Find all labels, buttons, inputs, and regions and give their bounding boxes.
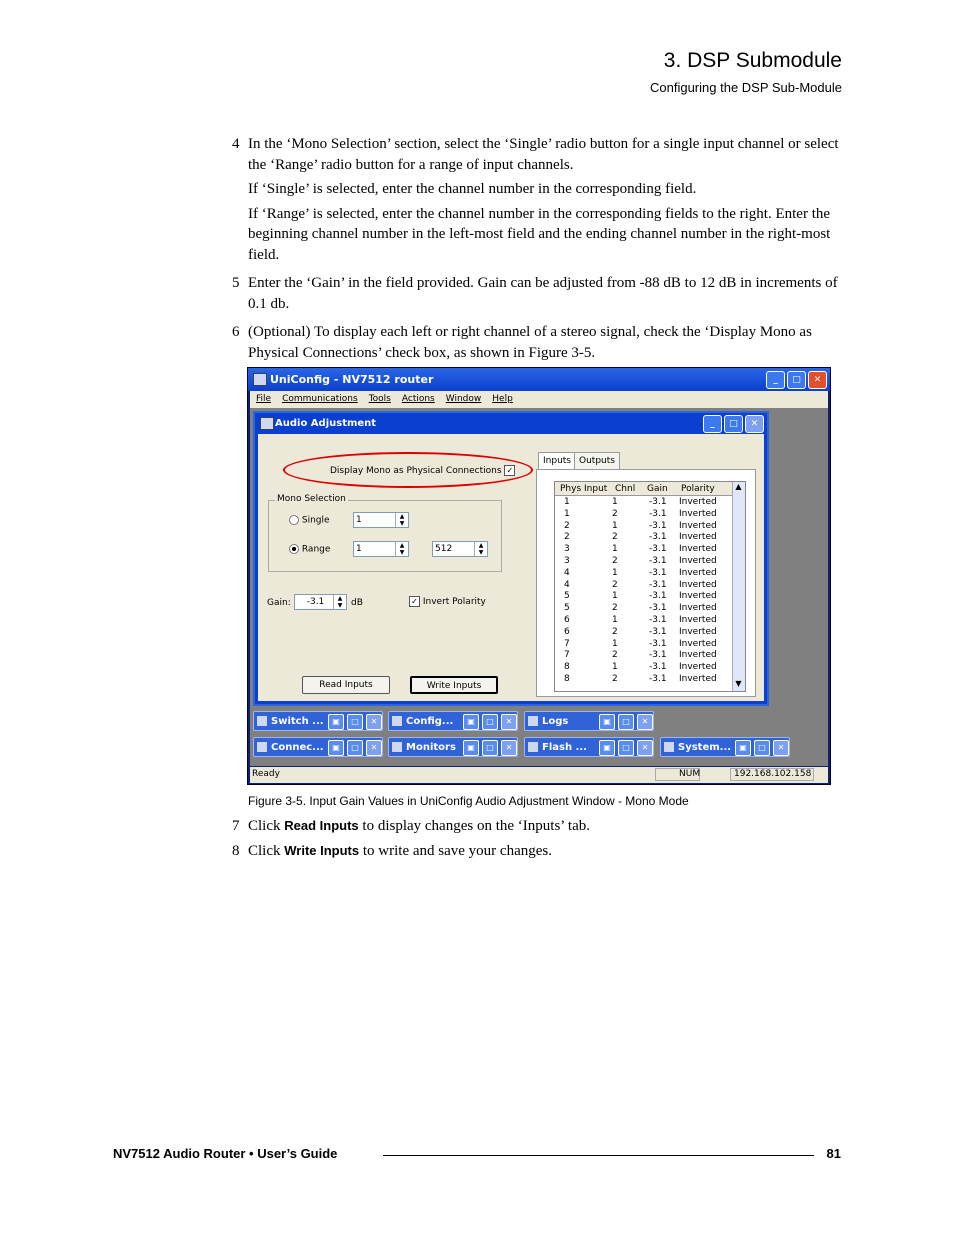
- range-from-field[interactable]: [353, 541, 409, 557]
- restore-icon[interactable]: ▣: [463, 740, 479, 756]
- single-label: Single: [301, 515, 330, 526]
- spin-icon[interactable]: ▲ ▼: [395, 542, 408, 556]
- table-cell: Inverted: [679, 662, 717, 673]
- window-icon: [392, 742, 402, 752]
- table-cell: -3.1: [649, 603, 667, 614]
- table-cell: 5: [564, 591, 570, 602]
- menu-communications[interactable]: Communications: [282, 394, 358, 404]
- restore-icon[interactable]: ▣: [599, 740, 615, 756]
- table-cell: -3.1: [649, 556, 667, 566]
- col-gain[interactable]: Gain: [647, 484, 668, 494]
- table-cell: Inverted: [679, 591, 717, 602]
- table-cell: Inverted: [679, 650, 717, 661]
- child-minimize-button[interactable]: _: [703, 415, 722, 433]
- table-cell: -3.1: [649, 650, 667, 661]
- maximize-icon[interactable]: □: [618, 714, 634, 730]
- tab-control: [536, 452, 756, 697]
- table-cell: Inverted: [679, 579, 717, 590]
- status-ip: 192.168.102.158: [734, 769, 812, 779]
- header-subtitle: Configuring the DSP Sub-Module: [650, 80, 842, 95]
- maximize-button[interactable]: □: [787, 371, 806, 389]
- task-monitors[interactable]: [388, 737, 518, 757]
- close-icon[interactable]: ✕: [501, 740, 517, 756]
- audio-adjustment-window: [253, 411, 769, 706]
- table-cell: Inverted: [679, 603, 717, 614]
- table-cell: 2: [612, 603, 618, 614]
- task-label: Monitors: [406, 742, 456, 753]
- uniconfig-screenshot: [247, 367, 831, 785]
- window-icon: [257, 742, 267, 752]
- restore-icon[interactable]: ▣: [328, 740, 344, 756]
- table-cell: 1: [564, 508, 570, 519]
- table-cell: 4: [564, 567, 570, 578]
- menu-actions[interactable]: Actions: [401, 394, 435, 404]
- table-cell: 2: [564, 520, 570, 531]
- maximize-icon[interactable]: □: [347, 714, 363, 730]
- menu-window[interactable]: Window: [445, 394, 482, 404]
- gain-field[interactable]: [294, 594, 347, 610]
- close-icon[interactable]: ✕: [773, 740, 789, 756]
- table-cell: Inverted: [679, 520, 717, 531]
- col-chnl[interactable]: Chnl: [615, 484, 636, 494]
- child-title: Audio Adjustment: [275, 418, 377, 429]
- window-icon: [528, 742, 538, 752]
- table-row[interactable]: [555, 544, 733, 556]
- step-number: 7: [232, 818, 240, 834]
- window-icon: [392, 716, 402, 726]
- table-cell: 7: [564, 650, 570, 661]
- display-mono-checkbox[interactable]: ✓: [504, 465, 515, 476]
- tab-outputs[interactable]: Outputs: [574, 452, 620, 469]
- spin-icon[interactable]: ▲ ▼: [333, 595, 346, 609]
- menu-help[interactable]: Help: [492, 394, 513, 404]
- steps-list-2: [232, 816, 844, 865]
- table-cell: 2: [612, 508, 618, 519]
- invert-polarity-checkbox[interactable]: ✓: [409, 596, 420, 607]
- table-row[interactable]: [555, 580, 733, 592]
- scroll-up-icon[interactable]: ▲: [735, 482, 742, 491]
- table-cell: Inverted: [679, 497, 717, 507]
- step-text: to display changes on the ‘Inputs’ tab.: [358, 818, 590, 834]
- status-num: NUM: [679, 769, 701, 779]
- inputs-grid: [554, 481, 746, 692]
- table-cell: Inverted: [679, 626, 717, 637]
- table-cell: -3.1: [649, 626, 667, 637]
- table-cell: 1: [564, 497, 570, 507]
- task-config[interactable]: [388, 711, 518, 731]
- menu-tools[interactable]: Tools: [368, 394, 391, 404]
- table-cell: -3.1: [649, 544, 667, 555]
- table-row[interactable]: [555, 591, 733, 603]
- step-text: Enter the ‘Gain’ in the field provided. Gain can be adjusted from -88 dB to 12 dB in increments of 0.1 db.: [248, 275, 838, 312]
- table-cell: 1: [612, 638, 618, 649]
- step-7: [232, 816, 844, 837]
- maximize-icon[interactable]: □: [482, 740, 498, 756]
- table-cell: 1: [612, 662, 618, 673]
- table-cell: 1: [612, 497, 618, 507]
- close-icon[interactable]: ✕: [637, 740, 653, 756]
- ui-term: Read Inputs: [284, 818, 359, 833]
- table-cell: Inverted: [679, 508, 717, 519]
- page-number: 81: [826, 1146, 841, 1161]
- grid-scrollbar[interactable]: [732, 482, 745, 691]
- table-cell: Inverted: [679, 567, 717, 578]
- table-cell: Inverted: [679, 556, 717, 566]
- close-icon[interactable]: ✕: [366, 740, 382, 756]
- table-cell: -3.1: [649, 520, 667, 531]
- table-row[interactable]: [555, 568, 733, 580]
- task-logs[interactable]: [524, 711, 654, 731]
- table-cell: 8: [564, 662, 570, 673]
- range-to-field[interactable]: [432, 541, 488, 557]
- table-cell: 2: [612, 532, 618, 543]
- table-cell: -3.1: [649, 579, 667, 590]
- tab-inputs[interactable]: Inputs: [538, 452, 576, 469]
- display-mono-row: [330, 465, 515, 476]
- window-titlebar: [248, 368, 830, 391]
- maximize-icon[interactable]: □: [754, 740, 770, 756]
- table-cell: -3.1: [649, 497, 667, 507]
- child-close-button[interactable]: ✕: [745, 415, 764, 433]
- table-row[interactable]: [555, 662, 733, 674]
- window-icon: [260, 417, 274, 430]
- table-row[interactable]: [555, 627, 733, 639]
- scroll-down-icon[interactable]: ▼: [735, 679, 742, 688]
- table-cell: 4: [564, 579, 570, 590]
- mdi-area: [250, 408, 828, 766]
- spin-icon[interactable]: ▲ ▼: [474, 542, 487, 556]
- table-cell: 2: [612, 556, 618, 566]
- single-field[interactable]: [353, 512, 409, 528]
- col-polarity[interactable]: Polarity: [681, 484, 715, 494]
- table-cell: 6: [564, 626, 570, 637]
- mono-selection-label: Mono Selection: [277, 494, 346, 504]
- window-icon: [664, 742, 674, 752]
- task-label: System...: [678, 742, 732, 753]
- table-cell: Inverted: [679, 674, 717, 684]
- table-cell: 2: [564, 532, 570, 543]
- table-row[interactable]: [555, 497, 733, 509]
- minimize-button[interactable]: _: [766, 371, 785, 389]
- table-cell: 8: [564, 674, 570, 684]
- table-cell: 1: [612, 567, 618, 578]
- task-label: Flash ...: [542, 742, 587, 753]
- table-cell: 1: [612, 591, 618, 602]
- range-from-value: 1: [356, 544, 362, 554]
- single-radio[interactable]: [289, 515, 299, 525]
- close-icon[interactable]: ✕: [366, 714, 382, 730]
- close-icon[interactable]: ✕: [637, 714, 653, 730]
- gain-value: -3.1: [306, 597, 325, 607]
- step-8: [232, 841, 844, 862]
- task-flash[interactable]: [524, 737, 654, 757]
- maximize-icon[interactable]: □: [482, 714, 498, 730]
- restore-icon[interactable]: ▣: [463, 714, 479, 730]
- invert-polarity-label: Invert Polarity: [422, 597, 486, 607]
- step-6: [232, 322, 844, 367]
- table-cell: 3: [564, 556, 570, 566]
- table-cell: 2: [612, 579, 618, 590]
- col-phys-input[interactable]: Phys Input: [560, 484, 608, 494]
- table-cell: 2: [612, 674, 618, 684]
- figure-caption: Figure 3-5. Input Gain Values in UniConfig Audio Adjustment Window - Mono Mode: [248, 794, 689, 808]
- task-system[interactable]: [660, 737, 790, 757]
- table-cell: -3.1: [649, 638, 667, 649]
- table-row[interactable]: [555, 532, 733, 544]
- step-number: 6: [232, 324, 240, 340]
- task-switch[interactable]: [253, 711, 383, 731]
- table-cell: 1: [612, 544, 618, 555]
- spin-icon[interactable]: ▲ ▼: [395, 513, 408, 527]
- db-label: dB: [351, 598, 363, 608]
- steps-list: [232, 134, 844, 371]
- table-cell: Inverted: [679, 544, 717, 555]
- window-icon: [257, 716, 267, 726]
- step-4: [232, 134, 844, 269]
- task-label: Config...: [406, 716, 454, 727]
- invert-polarity-row: [409, 596, 486, 607]
- table-cell: Inverted: [679, 615, 717, 625]
- display-mono-label: Display Mono as Physical Connections: [330, 466, 502, 476]
- range-radio[interactable]: [289, 544, 299, 554]
- step-text: If ‘Range’ is selected, enter the channel number in the corresponding fields to the right. Enter the beginning channel number in the left-most field and the ending channel number in the right-most field.: [248, 205, 831, 263]
- table-cell: 6: [564, 615, 570, 625]
- step-text: to write and save your changes.: [359, 842, 552, 859]
- child-client: [258, 434, 764, 701]
- step-text: Click: [248, 818, 285, 834]
- table-row[interactable]: [555, 521, 733, 533]
- table-cell: -3.1: [649, 508, 667, 519]
- table-cell: -3.1: [649, 615, 667, 625]
- table-cell: -3.1: [649, 662, 667, 673]
- step-text: If ‘Single’ is selected, enter the channel number in the corresponding field.: [248, 181, 697, 197]
- step-number: 4: [232, 136, 240, 152]
- mono-selection-group: [268, 494, 502, 572]
- table-cell: 2: [612, 650, 618, 661]
- step-text: Click: [248, 842, 285, 859]
- close-button[interactable]: ✕: [808, 371, 827, 389]
- table-cell: Inverted: [679, 638, 717, 649]
- table-cell: Inverted: [679, 532, 717, 543]
- task-label: Logs: [542, 716, 569, 727]
- inputs-tab-panel: [536, 469, 756, 697]
- menu-file[interactable]: File: [256, 394, 272, 404]
- grid-header: [555, 482, 733, 496]
- menu-bar: [250, 391, 828, 408]
- single-radio-row: [289, 515, 330, 526]
- table-cell: -3.1: [649, 674, 667, 684]
- table-cell: 7: [564, 638, 570, 649]
- table-cell: 1: [612, 520, 618, 531]
- status-bar: [250, 767, 828, 783]
- restore-icon[interactable]: ▣: [328, 714, 344, 730]
- footer-title: NV7512 Audio Router • User’s Guide: [113, 1146, 338, 1161]
- footer-rule: [383, 1155, 814, 1156]
- step-number: 5: [232, 275, 240, 291]
- table-row[interactable]: [555, 509, 733, 521]
- step-text: In the ‘Mono Selection’ section, select the ‘Single’ radio button for a single input channel or select the ‘Range’ radio button for a range of input channels.: [248, 136, 839, 173]
- write-inputs-button[interactable]: Write Inputs: [410, 676, 498, 694]
- restore-icon[interactable]: ▣: [735, 740, 751, 756]
- close-icon[interactable]: ✕: [501, 714, 517, 730]
- window-icon: [528, 716, 538, 726]
- child-maximize-button[interactable]: □: [724, 415, 743, 433]
- table-cell: 2: [612, 626, 618, 637]
- task-connec[interactable]: [253, 737, 383, 757]
- table-cell: 3: [564, 544, 570, 555]
- header-title: 3. DSP Submodule: [663, 49, 842, 72]
- gain-label: Gain:: [267, 598, 291, 608]
- table-row[interactable]: [555, 650, 733, 662]
- restore-icon[interactable]: ▣: [599, 714, 615, 730]
- table-row[interactable]: [555, 615, 733, 627]
- read-inputs-button[interactable]: Read Inputs: [302, 676, 390, 694]
- table-row[interactable]: [555, 639, 733, 651]
- step-text: (Optional) To display each left or right channel of a stereo signal, check the ‘Display Mono as Physical Connections’ check box, as shown in Figure 3-5.: [248, 324, 812, 361]
- table-cell: -3.1: [649, 567, 667, 578]
- maximize-icon[interactable]: □: [618, 740, 634, 756]
- single-value: 1: [356, 515, 362, 525]
- table-cell: -3.1: [649, 532, 667, 543]
- range-label: Range: [301, 544, 331, 555]
- window-title: UniConfig - NV7512 router: [270, 373, 434, 386]
- status-ready: Ready: [252, 769, 280, 779]
- table-row[interactable]: [555, 674, 733, 686]
- range-radio-row: [289, 544, 330, 555]
- maximize-icon[interactable]: □: [347, 740, 363, 756]
- table-row[interactable]: [555, 556, 733, 568]
- step-5: [232, 273, 844, 318]
- task-label: Switch ...: [271, 716, 324, 727]
- table-cell: -3.1: [649, 591, 667, 602]
- task-label: Connec...: [271, 742, 324, 753]
- table-row[interactable]: [555, 603, 733, 615]
- child-titlebar: [255, 413, 767, 434]
- range-to-value: 512: [435, 544, 453, 554]
- ui-term: Write Inputs: [284, 842, 360, 858]
- app-icon: [253, 373, 267, 386]
- table-cell: 1: [612, 615, 618, 625]
- table-cell: 5: [564, 603, 570, 614]
- step-number: 8: [232, 842, 240, 859]
